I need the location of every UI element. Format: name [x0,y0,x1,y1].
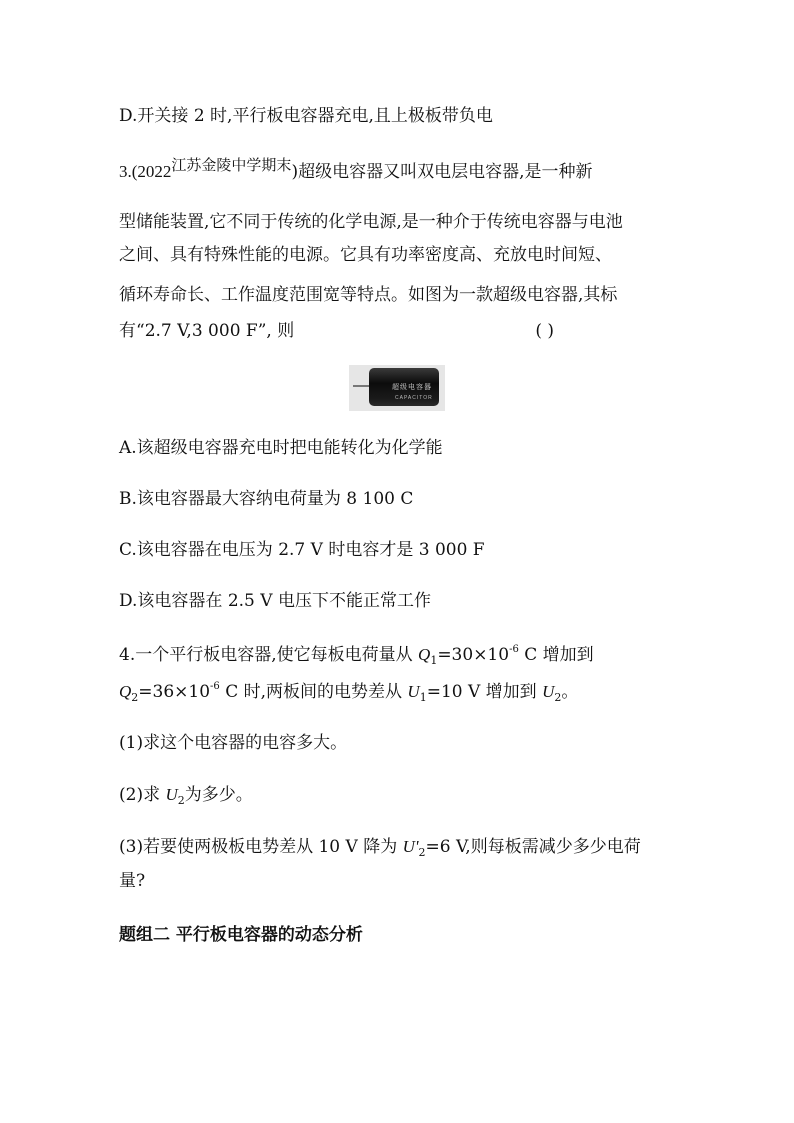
var-u-prime: U' [402,837,419,856]
subscript: 2 [131,691,139,704]
q3-stem-line-2: 型储能装置,它不同于传统的化学电源,是一种介于传统电容器与电池 [119,212,623,232]
var-u: U [407,682,420,701]
q3-stem-line-3: 之间、具有特殊性能的电源。它具有功率密度高、充放电时间短、 [119,245,612,265]
supercapacitor-image [349,365,445,411]
q3-stem-line-4: 循环寿命长、工作温度范围宽等特点。如图为一款超级电容器,其标 [119,285,618,305]
subscript: 1 [419,691,427,704]
value: =10 V 增加到 [426,682,543,702]
q4-line1-prefix: 4.一个平行板电容器,使它每板电荷量从 [119,645,419,665]
q4-line2-mid: C 时,两板间的电势差从 [219,682,408,702]
answer-paren: ( ) [535,321,554,341]
subscript: 2 [554,691,562,704]
q4-part-2 [119,785,253,807]
q3-stem-line-1 [119,156,593,182]
subscript: 2 [177,794,185,807]
value: =36×10 [138,682,211,702]
q4-part-1: (1)求这个电容器的电容多大。 [119,733,348,753]
q3-source: 江苏金陵中学期末 [171,156,292,174]
var-u: U [165,785,178,804]
exponent: -6 [509,644,519,655]
q3-option-d: D.该电容器在 2.5 V 电压下不能正常工作 [119,591,431,611]
q2-option-d: D.开关接 2 时,平行板电容器充电,且上极板带负电 [119,106,493,126]
q3-number: 3.(2022 [119,162,172,181]
subscript: 1 [430,654,438,667]
var-q: Q [418,645,431,664]
q4-line-1 [119,644,594,667]
exponent: -6 [210,681,220,692]
q3-option-a: A.该超级电容器充电时把电能转化为化学能 [119,438,443,458]
subscript: 2 [418,846,426,859]
q4-part3-prefix: (3)若要使两极板电势差从 10 V 降为 [119,837,403,857]
q3-stem-1: )超级电容器又叫双电层电容器,是一种新 [291,162,593,182]
q3-option-c: C.该电容器在电压为 2.7 V 时电容才是 3 000 F [119,540,485,560]
q3-stem-line-5 [119,323,674,340]
capacitor-label-en: CAPACITOR [395,395,433,401]
q4-line1-suffix: C 增加到 [518,645,594,665]
q3-option-b: B.该电容器最大容纳电荷量为 8 100 C [119,489,414,509]
q4-line-2 [119,681,579,704]
var-u: U [542,682,555,701]
capacitor-body [369,368,439,406]
period: 。 [561,682,579,702]
var-q: Q [119,682,132,701]
capacitor-label-cn: 超级电容器 [392,383,432,391]
section-heading: 题组二 平行板电容器的动态分析 [119,925,363,945]
q4-part-3-cont: 量? [119,871,146,891]
q4-part2-prefix: (2)求 [119,785,166,805]
q3-stem-5: 有“2.7 V,3 000 F”, 则 [119,321,295,341]
q4-part3-suffix: =6 V,则每板需减少多少电荷 [425,837,641,857]
value: =30×10 [437,645,510,665]
q4-part2-suffix: 为多少。 [184,785,253,805]
q4-part-3 [119,837,641,859]
